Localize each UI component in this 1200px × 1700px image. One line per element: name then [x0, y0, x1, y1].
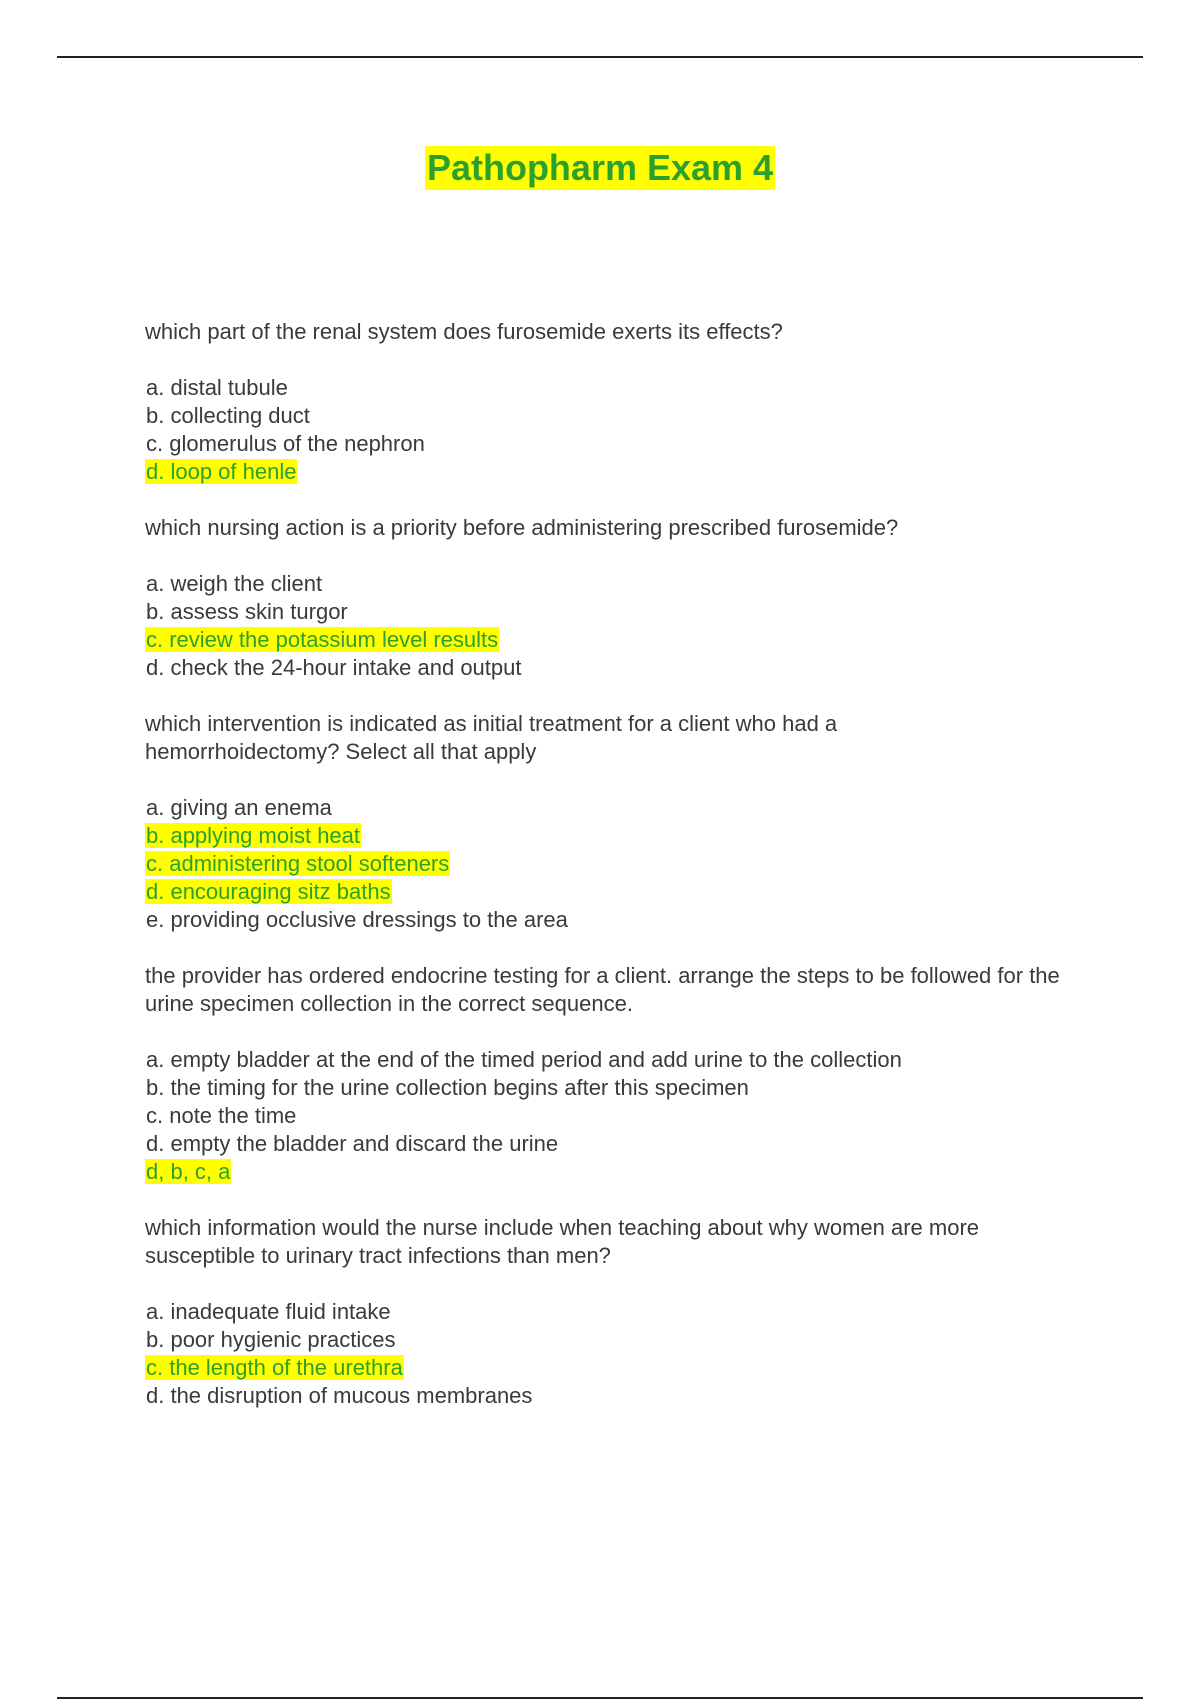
top-rule: [57, 56, 1143, 58]
question-text: which nursing action is a priority before administering prescribed furosemide?: [145, 515, 899, 540]
question-2: [145, 514, 1105, 682]
correct-answer-option: c. administering stool softeners: [146, 851, 450, 876]
correct-answer-option: c. review the potassium level results: [146, 627, 499, 652]
question-3: [145, 710, 1105, 934]
correct-answer-option: d. encouraging sitz baths: [146, 879, 391, 904]
answer-option: b. assess skin turgor: [146, 599, 348, 624]
answer-option: c. glomerulus of the nephron: [146, 431, 425, 456]
answer-option: a. distal tubule: [146, 375, 288, 400]
answer-option: a. weigh the client: [146, 571, 323, 596]
correct-answer-option: c. the length of the urethra: [146, 1355, 403, 1380]
answer-option: d. check the 24-hour intake and output: [146, 655, 522, 680]
answer-option: b. poor hygienic practices: [146, 1327, 396, 1352]
title-container: [0, 146, 1200, 190]
correct-answer-option: d, b, c, a: [146, 1159, 231, 1184]
question-1: [145, 318, 1105, 486]
answer-option: c. note the time: [146, 1103, 297, 1128]
correct-answer-option: d. loop of henle: [146, 459, 297, 484]
answer-option: b. the timing for the urine collection begins after this specimen: [146, 1075, 749, 1100]
question-4: [145, 962, 1105, 1186]
question-text: the provider has ordered endocrine testing for a client. arrange the steps to be followed for the urine specimen collection in the correct sequence.: [145, 963, 1060, 1016]
question-text: which intervention is indicated as initial treatment for a client who had a hemorrhoidectomy? Select all that apply: [145, 711, 838, 764]
document-title: Pathopharm Exam 4: [426, 147, 774, 188]
question-list: [145, 318, 1105, 1438]
answer-option: e. providing occlusive dressings to the area: [146, 907, 568, 932]
bottom-rule: [57, 1697, 1143, 1699]
answer-option: b. collecting duct: [146, 403, 310, 428]
answer-option: d. the disruption of mucous membranes: [146, 1383, 533, 1408]
answer-option: a. giving an enema: [146, 795, 332, 820]
question-text: which information would the nurse include when teaching about why women are more susceptible to urinary tract infections than men?: [145, 1215, 980, 1268]
answer-option: a. empty bladder at the end of the timed period and add urine to the collection: [146, 1047, 902, 1072]
question-text: which part of the renal system does furosemide exerts its effects?: [145, 319, 783, 344]
answer-option: d. empty the bladder and discard the urine: [146, 1131, 559, 1156]
question-5: [145, 1214, 1105, 1410]
correct-answer-option: b. applying moist heat: [146, 823, 361, 848]
answer-option: a. inadequate fluid intake: [146, 1299, 391, 1324]
